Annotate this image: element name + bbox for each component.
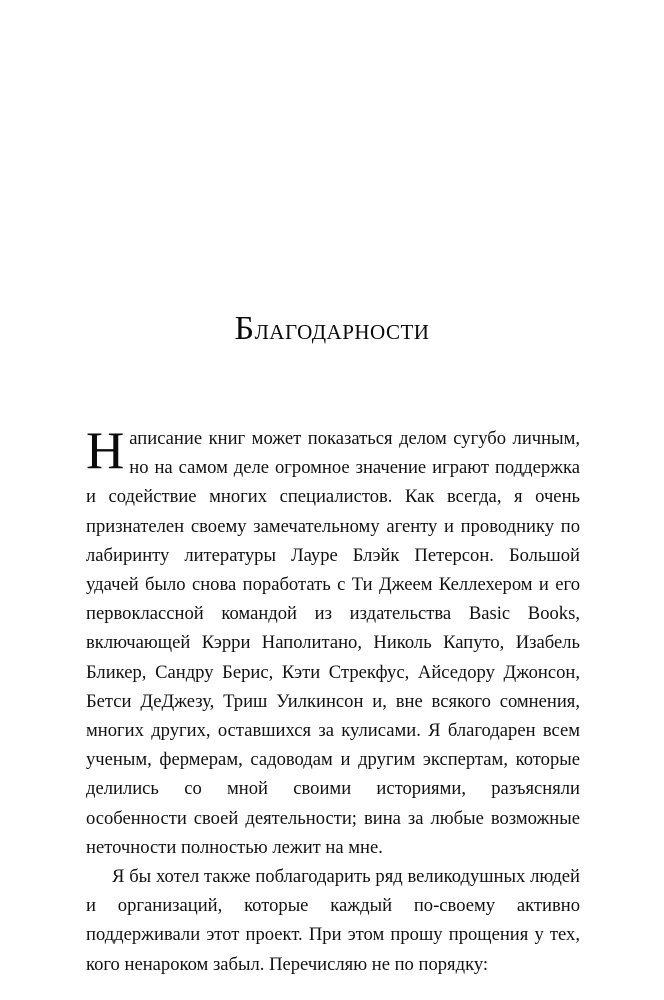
paragraph-second: Я бы хотел также поблагодарить ряд великодушных людей и организаций, которые каждый по-своему активно поддерживали этот проект. При этом прошу прощения у тех, кого ненароком забыл. Перечисляю не по порядку: bbox=[86, 866, 580, 975]
page-title bbox=[0, 310, 664, 348]
page-title-initial: Б bbox=[234, 310, 255, 347]
drop-cap-letter: Н bbox=[86, 422, 125, 480]
paragraph-first bbox=[86, 424, 580, 862]
body-text bbox=[86, 424, 580, 979]
paragraph-first-text: аписание книг может показаться делом сугубо личным, но на самом деле огромное значение играют поддержка и содействие многих специалистов. Как всегда, я очень признателен своему замечательному агенту и проводнику по лабиринту литературы Лауре Блэйк Петерсон. Большой удачей было снова поработать с Ти Джеем Келлехером и его первоклассной командой из издательства Basic Books, включающей Кэрри Наполитано, Николь Капуто, Изабель Бликер, Сандру Берис, Кэти Стрекфус, Айседору Джонсон, Бетси ДеДжезу, Триш Уилкинсон и, вне всякого сомнения, многих других, оставшихся за кулисами. Я благодарен всем ученым, фермерам, садоводам и другим экспертам, которые делились со мной своими историями, разъясняли особенности своей деятельности; вина за любые возможные неточности полностью лежит на мне. bbox=[86, 428, 580, 858]
page-title-rest: лагодарности bbox=[254, 313, 430, 346]
